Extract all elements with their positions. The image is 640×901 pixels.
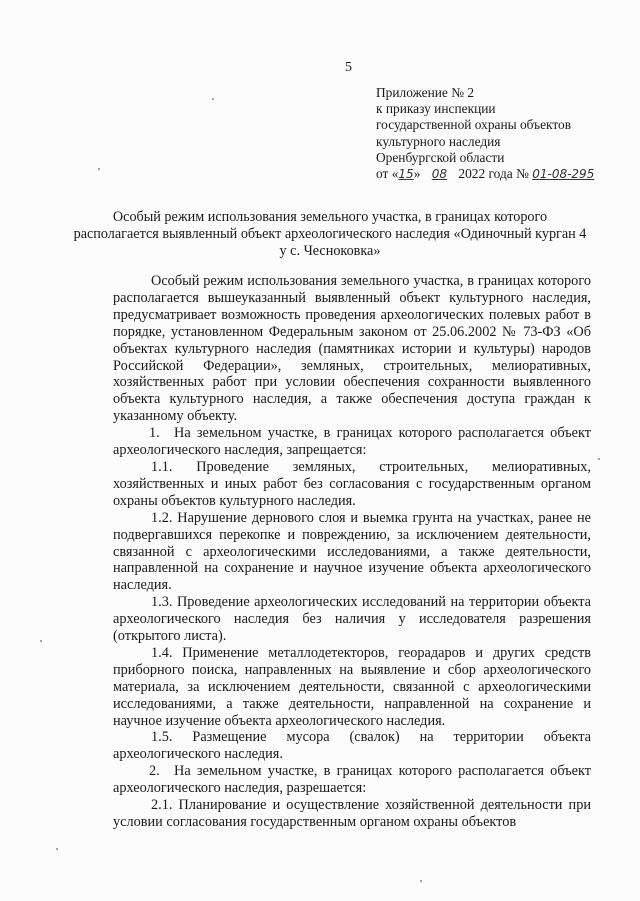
paragraph-2-1: 2.1. Планирование и осуществление хозяйственной деятельности при условии согласования государственным органом охраны объектов — [113, 797, 591, 830]
scan-speck — [598, 458, 600, 460]
order-number-handwritten: 01-08-295 — [532, 167, 595, 182]
date-prefix: от « — [376, 166, 399, 182]
appendix-header — [376, 85, 626, 182]
page-number: 5 — [345, 60, 352, 75]
scan-speck — [420, 880, 422, 882]
date-day-handwritten: 15 — [398, 167, 414, 182]
date-sep: » — [413, 166, 424, 182]
scan-speck — [212, 98, 214, 100]
appendix-date-line — [376, 166, 626, 182]
date-year: 2022 года № — [455, 166, 533, 182]
paragraph-1-2: 1.2. Нарушение дернового слоя и выемка грунта на участках, ранее не подвергавшихся перекопке и повреждению, за исключением деятельности, связанной с археологическими исследованиями, а также деятельности, направленной на сохранение и научное изучение объекта археологического наследия. — [113, 509, 591, 594]
document-title: Особый режим использования земельного участка, в границах которого располагается выявленный объект археологического наследия «Одиночный курган 4 у с. Чесноковка» — [73, 209, 587, 259]
paragraph-intro: Особый режим использования земельного участка, в границах которого располагается вышеуказанный выявленный объект культурного наследия, предусматривает возможность проведения археологических полевых работ в порядке, установленном Федеральным законом от 25.06.2002 № 73-ФЗ «Об объектах культурного наследия (памятниках истории и культуры) народов Российской Федерации», земляных, строительных, мелиоративных, хозяйственных работ при условии обеспечения сохранности выявленного объекта культурного наследия, а также обеспечения доступа граждан к указанному объекту. — [113, 273, 591, 425]
date-month-handwritten: 08 — [431, 167, 448, 182]
paragraph-section-1: 1. На земельном участке, в границах которого располагается объект археологического наследия, запрещается: — [113, 425, 591, 459]
paragraph-1-1: 1.1. Проведение земляных, строительных, мелиоративных, хозяйственных и иных работ без согласования с государственным органом охраны объектов культурного наследия. — [113, 458, 591, 509]
scan-speck — [40, 640, 42, 642]
paragraph-section-2: 2. На земельном участке, в границах которого располагается объект археологического наследия, разрешается: — [113, 763, 591, 797]
appendix-line: культурного наследия — [376, 133, 501, 149]
scan-speck — [56, 848, 58, 850]
appendix-line: государственной охраны объектов — [376, 117, 572, 133]
appendix-line: к приказу инспекции — [376, 101, 496, 117]
appendix-line: Приложение № 2 — [376, 85, 475, 100]
appendix-line: Оренбургской области — [376, 149, 505, 165]
document-body — [113, 273, 591, 831]
scan-speck — [98, 168, 100, 170]
paragraph-1-4: 1.4. Применение металлодетекторов, георадаров и других средств приборного поиска, направленных на выявление и сбор археологического материала, за исключением деятельности, связанной с археологическими исследованиями, а также деятельности, направленной на сохранение и научное изучение объекта археологического наследия. — [113, 644, 591, 729]
paragraph-1-5: 1.5. Размещение мусора (свалок) на территории объекта археологического наследия. — [113, 729, 591, 763]
paragraph-1-3: 1.3. Проведение археологических исследований на территории объекта археологического наследия без наличия у исследователя разрешения (открытого листа). — [113, 594, 591, 645]
